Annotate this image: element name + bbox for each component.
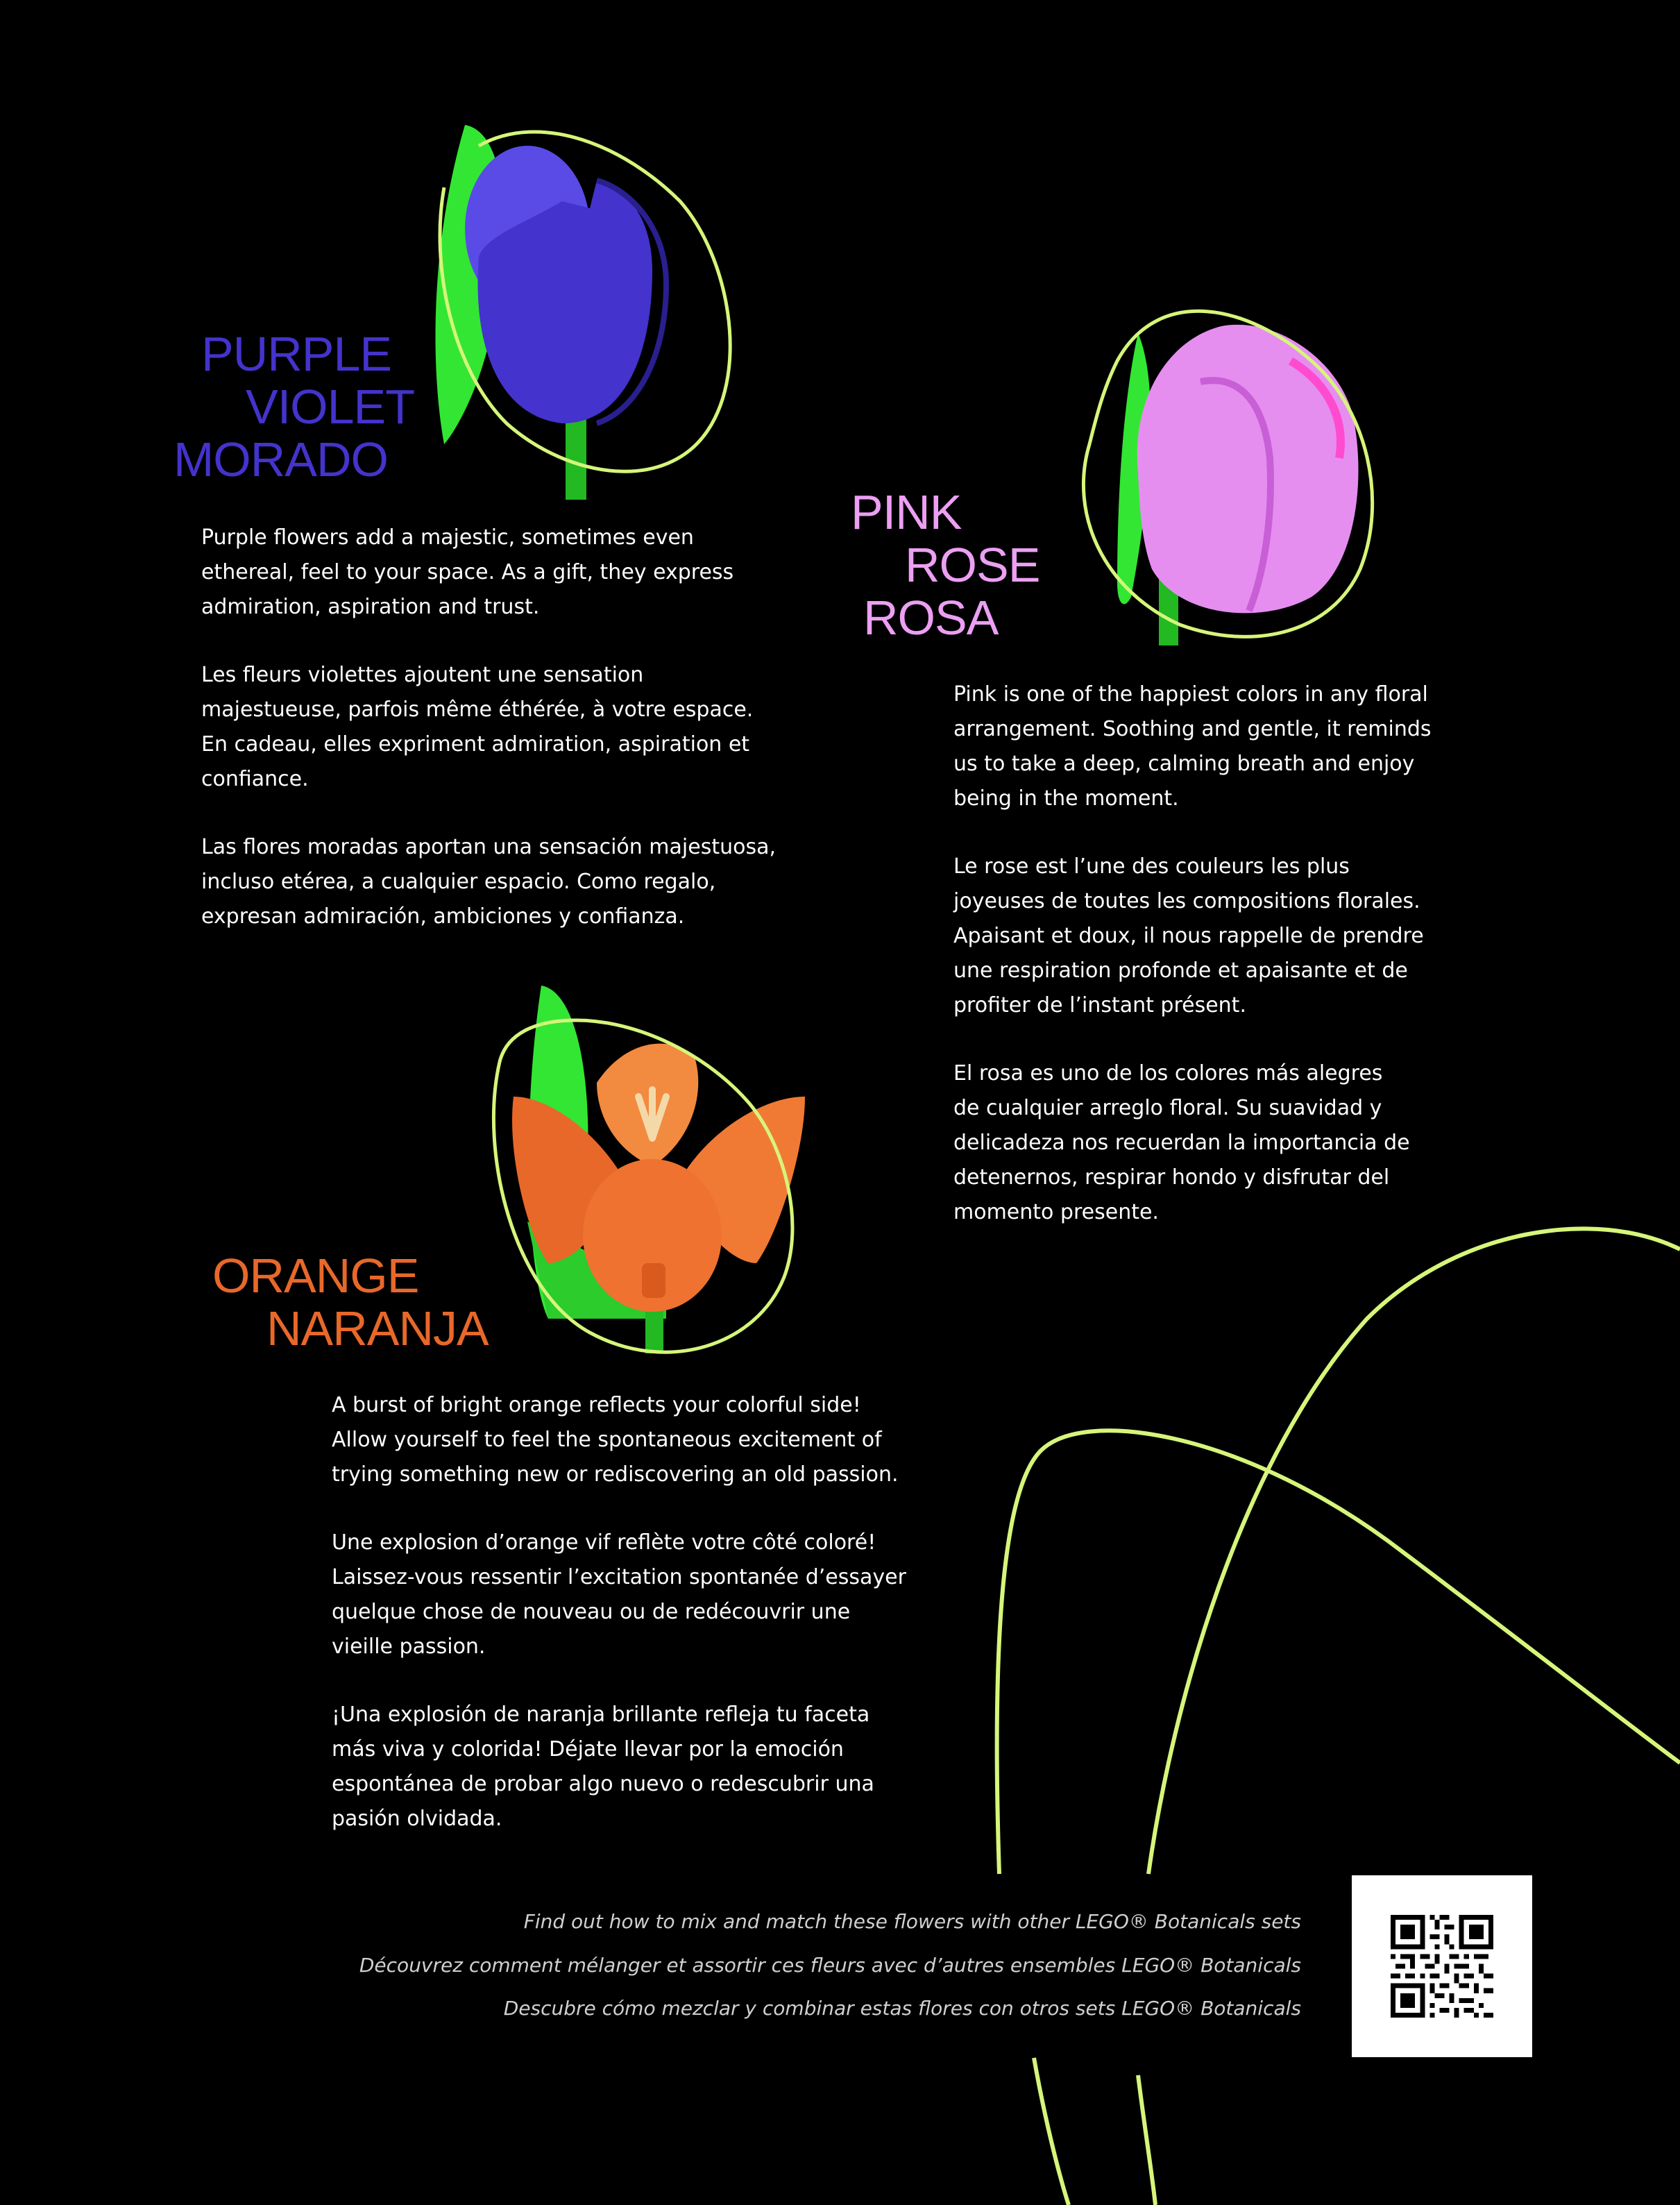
orange-paragraph-es: ¡Una explosión de naranja brillante refleja tu faceta más viva y colorida! Déjate llevar por la emoción espontánea de probar algo nuevo o redescubrir una pasión olvidada.	[332, 1703, 874, 1831]
orange-paragraph-fr: Une explosion d’orange vif reflète votre côté coloré! Laissez-vous ressentir l’excitation spontanée d’essayer quelque chose de nouveau ou de redécouvrir une vieille passion.	[332, 1530, 906, 1659]
pink-paragraph-es: El rosa es uno de los colores más alegres de cualquier arreglo floral. Su suavidad y delicadeza nos recuerdan la importancia de detenernos, respirar hondo y disfrutar del momento presente.	[953, 1061, 1410, 1224]
purple-tulip-icon	[389, 104, 749, 507]
orange-paragraph-en: A burst of bright orange reflects your colorful side! Allow yourself to feel the spontaneous excitement of trying something new or rediscovering an old passion.	[332, 1393, 899, 1487]
footer-line-fr: Découvrez comment mélanger et assortir ces fleurs avec d’autres ensembles LEGO® Botanicals	[359, 1954, 1301, 1977]
pink-title-en: PINK	[851, 485, 962, 539]
pink-tulip-icon	[1041, 278, 1388, 652]
purple-paragraph-es: Las flores moradas aportan una sensación majestuosa, incluso etérea, a cualquier espacio. Como regalo, expresan admiración, ambiciones y confianza.	[201, 835, 777, 929]
pink-title-fr: ROSE	[905, 538, 1040, 592]
orange-title-en: ORANGE	[212, 1249, 419, 1303]
purple-paragraph-en: Purple flowers add a majestic, sometimes even ethereal, feel to your space. As a gift, they express admiration, aspiration and trust.	[201, 525, 734, 619]
pink-title-es: ROSA	[863, 591, 999, 645]
pink-paragraph-en: Pink is one of the happiest colors in any floral arrangement. Soothing and gentle, it reminds us to take a deep, calming breath and enjoy being in the moment.	[953, 682, 1432, 811]
purple-title-en: PURPLE	[201, 327, 392, 381]
orange-title-es: NARANJA	[266, 1301, 489, 1355]
qr-code-icon	[1391, 1915, 1493, 2018]
orange-tulip-icon	[458, 972, 819, 1360]
purple-title-es: MORADO	[173, 432, 388, 487]
qr-code[interactable]	[1352, 1875, 1532, 2057]
purple-description	[201, 521, 826, 968]
purple-title-fr: VIOLET	[246, 380, 414, 434]
pink-description	[953, 677, 1550, 1263]
pink-paragraph-fr: Le rose est l’une des couleurs les plus joyeuses de toutes les compositions florales. Apaisant et doux, il nous rappelle de prendre une respiration profonde et apaisante et de profiter de l’instant présent.	[953, 854, 1424, 1017]
footer-line-en: Find out how to mix and match these flowers with other LEGO® Botanicals sets	[523, 1910, 1301, 1933]
purple-paragraph-fr: Les fleurs violettes ajoutent une sensation majestueuse, parfois même éthérée, à votre espace. En cadeau, elles expriment admiration, aspiration et confiance.	[201, 663, 754, 791]
orange-description	[332, 1388, 956, 1870]
footer-line-es: Descubre cómo mezclar y combinar estas flores con otros sets LEGO® Botanicals	[503, 1997, 1301, 2020]
